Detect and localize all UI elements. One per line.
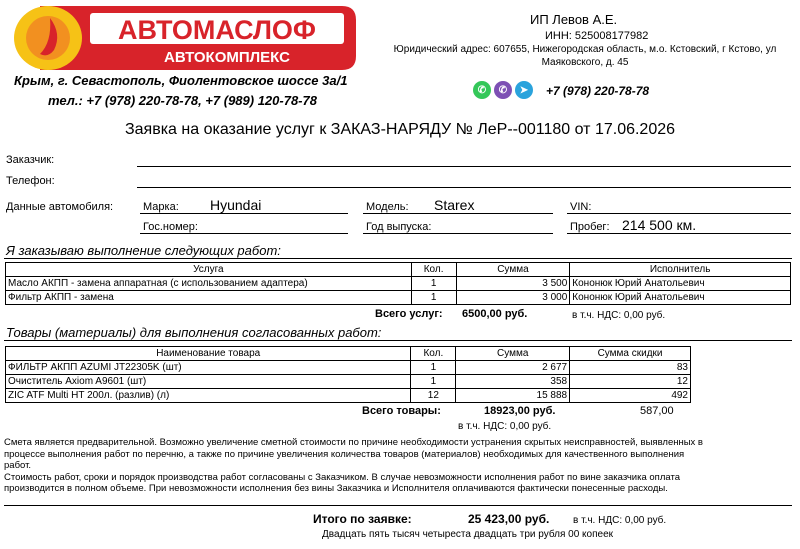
services-header-executor: Исполнитель — [570, 263, 791, 277]
whatsapp-icon[interactable]: ✆ — [473, 81, 491, 99]
table-row — [6, 361, 691, 375]
table-row — [6, 375, 691, 389]
service-qty: 1 — [411, 277, 456, 291]
services-table — [5, 262, 791, 305]
mileage-value: 214 500 км. — [622, 217, 697, 233]
goods-discount: 83 — [570, 361, 691, 375]
goods-name: Очиститель Axiom A9601 (шт) — [6, 375, 411, 389]
logo-brand: АВТОМАСЛОФ — [118, 15, 316, 45]
make-value: Hyundai — [210, 197, 262, 213]
page-title: Заявка на оказание услуг к ЗАКАЗ-НАРЯДУ № ЛеР--001180 от 17.06.2026 — [124, 121, 676, 138]
services-heading: Я заказываю выполнение следующих работ: — [6, 243, 281, 258]
goods-total: 18923,00 руб. — [484, 405, 556, 417]
divider — [140, 213, 348, 214]
divider — [4, 505, 792, 506]
services-total: 6500,00 руб. — [462, 308, 528, 320]
logo-sub: АВТОКОМПЛЕКС — [164, 49, 290, 66]
divider — [363, 213, 553, 214]
goods-table — [5, 346, 691, 403]
services-header-sum: Сумма — [456, 263, 570, 277]
services-header-service: Услуга — [6, 263, 412, 277]
goods-header-sum: Сумма — [456, 347, 570, 361]
divider — [567, 213, 791, 214]
social-icons — [473, 81, 533, 99]
customer-label: Заказчик: — [6, 154, 55, 166]
grand-total-label: Итого по заявке: — [313, 512, 412, 526]
divider — [567, 233, 791, 234]
disclaimer-paragraph: Стоимость работ, сроки и порядок производства работ согласованы с Заказчиком. В случае невозможности исполнения работ по вине заказчика оплата производится в полном объеме. При невозможности исполнения без вины Заказчика и Исполнителя оплачиваются фактически понесенные расходы. — [4, 471, 680, 494]
goods-sum: 2 677 — [456, 361, 570, 375]
goods-discount-total: 587,00 — [640, 405, 674, 417]
divider — [4, 258, 792, 259]
services-vat: в т.ч. НДС: 0,00 руб. — [572, 310, 666, 321]
goods-sum: 15 888 — [456, 389, 570, 403]
ip-address: Юридический адрес: 607655, Нижегородская область, м.о. Кстовский, г Кстово, ул Маяковского, д. 45 — [393, 44, 777, 68]
goods-discount: 12 — [570, 375, 691, 389]
grand-total-words: Двадцать пять тысяч четыреста двадцать три рубля 00 копеек — [322, 529, 614, 540]
divider — [137, 166, 791, 167]
goods-discount: 492 — [570, 389, 691, 403]
service-executor: Кононюк Юрий Анатольевич — [570, 277, 791, 291]
telegram-icon[interactable]: ➤ — [515, 81, 533, 99]
service-executor: Кононюк Юрий Анатольевич — [570, 291, 791, 305]
table-row — [6, 291, 791, 305]
service-qty: 1 — [411, 291, 456, 305]
disclaimer — [4, 437, 710, 495]
company-logo — [12, 4, 356, 72]
mileage-label: Пробег: — [570, 221, 610, 233]
goods-qty: 1 — [411, 375, 456, 389]
model-value: Starex — [434, 197, 475, 213]
service-sum: 3 000 — [456, 291, 570, 305]
company-address: Крым, г. Севастополь, Фиолентовское шоссе 3а/1 — [14, 73, 348, 88]
goods-heading: Товары (материалы) для выполнения согласованных работ: — [6, 325, 382, 340]
ip-inn: ИНН: 525008177982 — [545, 30, 649, 42]
divider — [137, 187, 791, 188]
phone-label: Телефон: — [6, 175, 55, 187]
service-name: Масло АКПП - замена аппаратная (с использованием адаптера) — [6, 277, 412, 291]
grand-total-value: 25 423,00 руб. — [468, 512, 550, 526]
goods-name: ZIC ATF Multi HT 200л. (разлив) (л) — [6, 389, 411, 403]
goods-qty: 12 — [411, 389, 456, 403]
services-total-label: Всего услуг: — [375, 308, 443, 320]
company-phones: тел.: +7 (978) 220-78-78, +7 (989) 120-78-78 — [48, 93, 317, 108]
table-row — [6, 389, 691, 403]
year-label: Год выпуска: — [366, 221, 432, 233]
services-header-qty: Кол. — [411, 263, 456, 277]
divider — [4, 340, 792, 341]
goods-header-name: Наименование товара — [6, 347, 411, 361]
plate-label: Гос.номер: — [143, 221, 198, 233]
goods-name: ФИЛЬТР АКПП AZUMI JT22305K (шт) — [6, 361, 411, 375]
goods-header-discount: Сумма скидки — [570, 347, 691, 361]
goods-sum: 358 — [456, 375, 570, 389]
viber-icon[interactable]: ✆ — [494, 81, 512, 99]
make-label: Марка: — [143, 201, 179, 213]
social-phone: +7 (978) 220-78-78 — [546, 84, 650, 98]
service-name: Фильтр АКПП - замена — [6, 291, 412, 305]
table-row — [6, 277, 791, 291]
divider — [140, 233, 348, 234]
service-sum: 3 500 — [456, 277, 570, 291]
goods-qty: 1 — [411, 361, 456, 375]
vin-label: VIN: — [570, 201, 592, 213]
goods-total-label: Всего товары: — [362, 405, 441, 417]
model-label: Модель: — [366, 201, 409, 213]
disclaimer-paragraph: Смета является предварительной. Возможно увеличение сметной стоимости по причине необходимости устранения скрытых неисправностей, выявленных в процессе выполнения работ по перечню, а также по причине увеличения количества товаров (материалов) необходимых для качественного выполнения работ. — [4, 437, 703, 471]
divider — [363, 233, 553, 234]
ip-name: ИП Левов А.Е. — [530, 12, 618, 27]
vehicle-label: Данные автомобиля: — [6, 201, 114, 213]
grand-total-vat: в т.ч. НДС: 0,00 руб. — [573, 515, 667, 526]
goods-header-qty: Кол. — [411, 347, 456, 361]
goods-vat: в т.ч. НДС: 0,00 руб. — [458, 421, 552, 432]
